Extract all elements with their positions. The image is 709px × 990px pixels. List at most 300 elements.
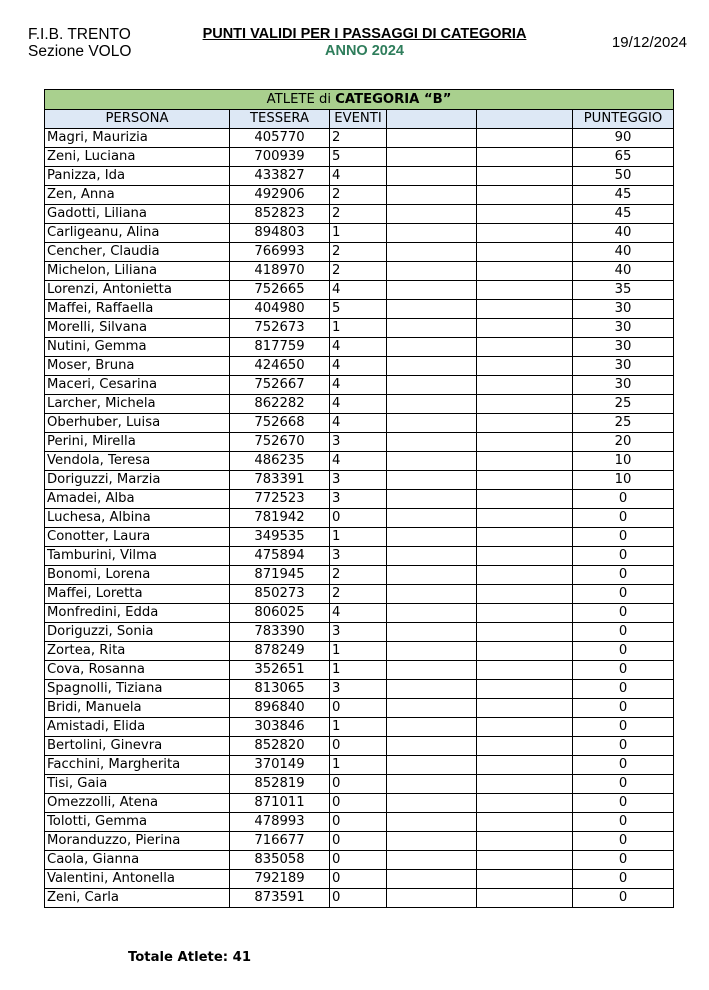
- cell-blank-1: [387, 585, 477, 604]
- cell-eventi: 2: [330, 186, 387, 205]
- cell-persona: Amistadi, Elida: [45, 718, 230, 737]
- table-row: [45, 851, 674, 870]
- cell-blank-2: [477, 661, 573, 680]
- cell-eventi: 2: [330, 243, 387, 262]
- cell-persona: Bridi, Manuela: [45, 699, 230, 718]
- cell-blank-1: [387, 661, 477, 680]
- cell-punteggio: 30: [573, 357, 674, 376]
- cell-tessera: 792189: [230, 870, 330, 889]
- cell-tessera: 852823: [230, 205, 330, 224]
- cell-blank-2: [477, 262, 573, 281]
- cell-persona: Michelon, Liliana: [45, 262, 230, 281]
- cell-blank-2: [477, 300, 573, 319]
- cell-tessera: 835058: [230, 851, 330, 870]
- cell-persona: Zeni, Luciana: [45, 148, 230, 167]
- cell-eventi: 4: [330, 167, 387, 186]
- cell-persona: Bonomi, Lorena: [45, 566, 230, 585]
- cell-persona: Perini, Mirella: [45, 433, 230, 452]
- cell-blank-2: [477, 775, 573, 794]
- cell-punteggio: 0: [573, 680, 674, 699]
- cell-blank-1: [387, 167, 477, 186]
- table-row: [45, 433, 674, 452]
- table-row: [45, 129, 674, 148]
- table-row: [45, 300, 674, 319]
- cell-persona: Facchini, Margherita: [45, 756, 230, 775]
- table-row: [45, 585, 674, 604]
- cell-blank-2: [477, 680, 573, 699]
- cell-punteggio: 0: [573, 490, 674, 509]
- cell-tessera: 766993: [230, 243, 330, 262]
- table-row: [45, 452, 674, 471]
- cell-blank-1: [387, 699, 477, 718]
- cell-blank-1: [387, 509, 477, 528]
- cell-blank-1: [387, 243, 477, 262]
- cell-eventi: 2: [330, 129, 387, 148]
- cell-blank-2: [477, 509, 573, 528]
- cell-blank-1: [387, 262, 477, 281]
- cell-tessera: 862282: [230, 395, 330, 414]
- cell-persona: Nutini, Gemma: [45, 338, 230, 357]
- table-row: [45, 832, 674, 851]
- cell-eventi: 1: [330, 224, 387, 243]
- cell-persona: Panizza, Ida: [45, 167, 230, 186]
- cell-eventi: 0: [330, 813, 387, 832]
- cell-eventi: 4: [330, 395, 387, 414]
- cell-eventi: 0: [330, 889, 387, 908]
- col-header-blank-1: [387, 110, 477, 129]
- table-row: [45, 775, 674, 794]
- cell-persona: Omezzolli, Atena: [45, 794, 230, 813]
- table-row: [45, 490, 674, 509]
- cell-blank-1: [387, 319, 477, 338]
- cell-punteggio: 10: [573, 452, 674, 471]
- cell-blank-1: [387, 471, 477, 490]
- cell-blank-1: [387, 737, 477, 756]
- cell-blank-2: [477, 851, 573, 870]
- cell-blank-1: [387, 832, 477, 851]
- cell-blank-2: [477, 281, 573, 300]
- table-row: [45, 319, 674, 338]
- total-value: 41: [232, 950, 252, 965]
- cell-punteggio: 30: [573, 376, 674, 395]
- cell-punteggio: 0: [573, 699, 674, 718]
- cell-tessera: 405770: [230, 129, 330, 148]
- cell-punteggio: 45: [573, 205, 674, 224]
- cell-blank-1: [387, 889, 477, 908]
- cell-tessera: 783391: [230, 471, 330, 490]
- cell-blank-2: [477, 167, 573, 186]
- cell-tessera: 349535: [230, 528, 330, 547]
- cell-punteggio: 45: [573, 186, 674, 205]
- cell-eventi: 5: [330, 148, 387, 167]
- cell-tessera: 752667: [230, 376, 330, 395]
- cell-eventi: 1: [330, 319, 387, 338]
- cell-tessera: 418970: [230, 262, 330, 281]
- cell-punteggio: 35: [573, 281, 674, 300]
- cell-eventi: 3: [330, 471, 387, 490]
- cell-blank-2: [477, 186, 573, 205]
- cell-blank-2: [477, 471, 573, 490]
- cell-punteggio: 20: [573, 433, 674, 452]
- cell-blank-2: [477, 357, 573, 376]
- cell-blank-2: [477, 756, 573, 775]
- cell-eventi: 3: [330, 433, 387, 452]
- cell-persona: Bertolini, Ginevra: [45, 737, 230, 756]
- cell-blank-1: [387, 623, 477, 642]
- cell-tessera: 352651: [230, 661, 330, 680]
- cell-punteggio: 25: [573, 414, 674, 433]
- table-row: [45, 471, 674, 490]
- table-row: [45, 794, 674, 813]
- cell-tessera: 852819: [230, 775, 330, 794]
- table-row: [45, 870, 674, 889]
- document-heading: [0, 26, 709, 60]
- cell-punteggio: 90: [573, 129, 674, 148]
- cell-tessera: 817759: [230, 338, 330, 357]
- table-row: [45, 148, 674, 167]
- cell-persona: Tamburini, Vilma: [45, 547, 230, 566]
- cell-punteggio: 40: [573, 243, 674, 262]
- cell-tessera: 878249: [230, 642, 330, 661]
- cell-punteggio: 50: [573, 167, 674, 186]
- cell-punteggio: 40: [573, 224, 674, 243]
- cell-blank-1: [387, 186, 477, 205]
- cell-blank-1: [387, 756, 477, 775]
- cell-blank-2: [477, 585, 573, 604]
- cell-punteggio: 0: [573, 528, 674, 547]
- cell-persona: Magri, Maurizia: [45, 129, 230, 148]
- cell-punteggio: 0: [573, 870, 674, 889]
- column-header-row: [45, 110, 674, 129]
- cell-blank-2: [477, 870, 573, 889]
- cell-persona: Carligeanu, Alina: [45, 224, 230, 243]
- document-date: 19/12/2024: [611, 34, 687, 51]
- cell-eventi: 0: [330, 699, 387, 718]
- cell-persona: Cova, Rosanna: [45, 661, 230, 680]
- table-body: [45, 129, 674, 908]
- cell-blank-2: [477, 490, 573, 509]
- cell-punteggio: 0: [573, 566, 674, 585]
- cell-blank-1: [387, 452, 477, 471]
- cell-eventi: 0: [330, 870, 387, 889]
- cell-tessera: 896840: [230, 699, 330, 718]
- cell-eventi: 4: [330, 414, 387, 433]
- cell-tessera: 850273: [230, 585, 330, 604]
- cell-blank-1: [387, 490, 477, 509]
- cell-blank-1: [387, 129, 477, 148]
- cell-tessera: 871945: [230, 566, 330, 585]
- table-row: [45, 718, 674, 737]
- cell-persona: Caola, Gianna: [45, 851, 230, 870]
- cell-punteggio: 0: [573, 661, 674, 680]
- cell-punteggio: 25: [573, 395, 674, 414]
- cell-punteggio: 30: [573, 300, 674, 319]
- cell-tessera: 894803: [230, 224, 330, 243]
- table-row: [45, 395, 674, 414]
- cell-tessera: 783390: [230, 623, 330, 642]
- cell-eventi: 3: [330, 547, 387, 566]
- cell-punteggio: 0: [573, 623, 674, 642]
- category-banner: [45, 90, 674, 110]
- cell-blank-1: [387, 376, 477, 395]
- cell-blank-1: [387, 395, 477, 414]
- cell-persona: Moranduzzo, Pierina: [45, 832, 230, 851]
- cell-eventi: 0: [330, 794, 387, 813]
- cell-tessera: 752670: [230, 433, 330, 452]
- cell-blank-2: [477, 243, 573, 262]
- table-row: [45, 224, 674, 243]
- cell-blank-1: [387, 794, 477, 813]
- table-row: [45, 604, 674, 623]
- table-row: [45, 737, 674, 756]
- cell-tessera: 806025: [230, 604, 330, 623]
- cell-blank-1: [387, 300, 477, 319]
- table-row: [45, 186, 674, 205]
- org-name: F.I.B. TRENTO: [28, 26, 131, 43]
- col-header-tessera: TESSERA: [230, 110, 330, 129]
- cell-tessera: 303846: [230, 718, 330, 737]
- banner-prefix: ATLETE di: [266, 91, 336, 107]
- cell-blank-1: [387, 870, 477, 889]
- cell-eventi: 0: [330, 737, 387, 756]
- cell-tessera: 871011: [230, 794, 330, 813]
- cell-eventi: 4: [330, 376, 387, 395]
- cell-punteggio: 0: [573, 756, 674, 775]
- category-banner-row: [45, 90, 674, 110]
- cell-persona: Maffei, Loretta: [45, 585, 230, 604]
- cell-punteggio: 0: [573, 509, 674, 528]
- cell-blank-2: [477, 148, 573, 167]
- col-header-persona: PERSONA: [45, 110, 230, 129]
- cell-blank-2: [477, 452, 573, 471]
- document-year: ANNO 2024: [325, 43, 404, 59]
- cell-persona: Amadei, Alba: [45, 490, 230, 509]
- cell-persona: Tisi, Gaia: [45, 775, 230, 794]
- cell-persona: Monfredini, Edda: [45, 604, 230, 623]
- table-row: [45, 642, 674, 661]
- table-row: [45, 414, 674, 433]
- cell-tessera: 752665: [230, 281, 330, 300]
- cell-blank-1: [387, 357, 477, 376]
- cell-punteggio: 0: [573, 585, 674, 604]
- cell-blank-2: [477, 376, 573, 395]
- cell-eventi: 0: [330, 851, 387, 870]
- cell-punteggio: 0: [573, 642, 674, 661]
- cell-persona: Valentini, Antonella: [45, 870, 230, 889]
- cell-tessera: 873591: [230, 889, 330, 908]
- cell-blank-2: [477, 604, 573, 623]
- cell-tessera: 492906: [230, 186, 330, 205]
- cell-blank-1: [387, 642, 477, 661]
- cell-blank-2: [477, 129, 573, 148]
- cell-eventi: 5: [330, 300, 387, 319]
- cell-eventi: 1: [330, 718, 387, 737]
- cell-punteggio: 30: [573, 338, 674, 357]
- cell-blank-2: [477, 794, 573, 813]
- cell-tessera: 370149: [230, 756, 330, 775]
- cell-tessera: 433827: [230, 167, 330, 186]
- cell-punteggio: 10: [573, 471, 674, 490]
- cell-blank-2: [477, 832, 573, 851]
- cell-eventi: 1: [330, 642, 387, 661]
- cell-punteggio: 0: [573, 851, 674, 870]
- cell-persona: Morelli, Silvana: [45, 319, 230, 338]
- table-row: [45, 889, 674, 908]
- table-row: [45, 243, 674, 262]
- cell-punteggio: 0: [573, 604, 674, 623]
- cell-tessera: 478993: [230, 813, 330, 832]
- cell-tessera: 772523: [230, 490, 330, 509]
- cell-persona: Moser, Bruna: [45, 357, 230, 376]
- cell-tessera: 424650: [230, 357, 330, 376]
- cell-persona: Cencher, Claudia: [45, 243, 230, 262]
- cell-blank-2: [477, 433, 573, 452]
- cell-persona: Doriguzzi, Marzia: [45, 471, 230, 490]
- cell-persona: Vendola, Teresa: [45, 452, 230, 471]
- cell-blank-2: [477, 547, 573, 566]
- table-row: [45, 167, 674, 186]
- table-row: [45, 680, 674, 699]
- cell-blank-1: [387, 281, 477, 300]
- document-title: PUNTI VALIDI PER I PASSAGGI DI CATEGORIA: [202, 26, 527, 42]
- cell-eventi: 4: [330, 604, 387, 623]
- cell-persona: Oberhuber, Luisa: [45, 414, 230, 433]
- cell-persona: Gadotti, Liliana: [45, 205, 230, 224]
- cell-blank-2: [477, 414, 573, 433]
- col-header-blank-2: [477, 110, 573, 129]
- cell-punteggio: 65: [573, 148, 674, 167]
- cell-persona: Lorenzi, Antonietta: [45, 281, 230, 300]
- cell-blank-2: [477, 338, 573, 357]
- cell-tessera: 700939: [230, 148, 330, 167]
- cell-eventi: 4: [330, 338, 387, 357]
- cell-persona: Tolotti, Gemma: [45, 813, 230, 832]
- cell-punteggio: 0: [573, 889, 674, 908]
- cell-eventi: 3: [330, 680, 387, 699]
- cell-punteggio: 0: [573, 718, 674, 737]
- table-row: [45, 281, 674, 300]
- cell-blank-2: [477, 319, 573, 338]
- cell-persona: Zeni, Carla: [45, 889, 230, 908]
- cell-blank-2: [477, 566, 573, 585]
- table-row: [45, 813, 674, 832]
- cell-persona: Doriguzzi, Sonia: [45, 623, 230, 642]
- cell-blank-2: [477, 224, 573, 243]
- total-label: Totale Atlete:: [128, 950, 233, 965]
- cell-persona: Spagnolli, Tiziana: [45, 680, 230, 699]
- cell-eventi: 4: [330, 452, 387, 471]
- cell-blank-1: [387, 718, 477, 737]
- cell-blank-1: [387, 205, 477, 224]
- cell-blank-1: [387, 547, 477, 566]
- cell-blank-1: [387, 414, 477, 433]
- cell-blank-2: [477, 718, 573, 737]
- cell-eventi: 0: [330, 775, 387, 794]
- cell-blank-2: [477, 642, 573, 661]
- cell-persona: Zortea, Rita: [45, 642, 230, 661]
- cell-eventi: 1: [330, 756, 387, 775]
- col-header-punteggio: PUNTEGGIO: [573, 110, 674, 129]
- cell-eventi: 2: [330, 566, 387, 585]
- cell-tessera: 486235: [230, 452, 330, 471]
- cell-persona: Maceri, Cesarina: [45, 376, 230, 395]
- cell-eventi: 2: [330, 205, 387, 224]
- cell-tessera: 475894: [230, 547, 330, 566]
- cell-punteggio: 30: [573, 319, 674, 338]
- cell-blank-2: [477, 699, 573, 718]
- cell-punteggio: 0: [573, 775, 674, 794]
- cell-punteggio: 0: [573, 794, 674, 813]
- cell-eventi: 1: [330, 528, 387, 547]
- cell-tessera: 852820: [230, 737, 330, 756]
- section-name: Sezione VOLO: [28, 43, 132, 60]
- cell-blank-1: [387, 566, 477, 585]
- cell-eventi: 3: [330, 623, 387, 642]
- table-row: [45, 509, 674, 528]
- cell-blank-1: [387, 148, 477, 167]
- cell-blank-2: [477, 813, 573, 832]
- table-row: [45, 357, 674, 376]
- cell-tessera: 716677: [230, 832, 330, 851]
- cell-tessera: 404980: [230, 300, 330, 319]
- cell-blank-1: [387, 680, 477, 699]
- cell-tessera: 813065: [230, 680, 330, 699]
- cell-eventi: 4: [330, 281, 387, 300]
- cell-punteggio: 0: [573, 737, 674, 756]
- cell-blank-2: [477, 528, 573, 547]
- cell-blank-1: [387, 433, 477, 452]
- cell-punteggio: 40: [573, 262, 674, 281]
- table-row: [45, 205, 674, 224]
- cell-blank-2: [477, 889, 573, 908]
- cell-persona: Maffei, Raffaella: [45, 300, 230, 319]
- cell-blank-1: [387, 528, 477, 547]
- table-row: [45, 661, 674, 680]
- cell-punteggio: 0: [573, 832, 674, 851]
- cell-tessera: 752673: [230, 319, 330, 338]
- cell-blank-1: [387, 604, 477, 623]
- cell-eventi: 2: [330, 585, 387, 604]
- cell-blank-1: [387, 813, 477, 832]
- cell-persona: Luchesa, Albina: [45, 509, 230, 528]
- table-row: [45, 756, 674, 775]
- cell-eventi: 2: [330, 262, 387, 281]
- athletes-table: [44, 89, 674, 908]
- table-row: [45, 376, 674, 395]
- cell-punteggio: 0: [573, 813, 674, 832]
- cell-blank-1: [387, 338, 477, 357]
- cell-eventi: 1: [330, 661, 387, 680]
- cell-blank-2: [477, 395, 573, 414]
- cell-persona: Larcher, Michela: [45, 395, 230, 414]
- cell-eventi: 0: [330, 509, 387, 528]
- cell-eventi: 4: [330, 357, 387, 376]
- table-row: [45, 338, 674, 357]
- cell-tessera: 752668: [230, 414, 330, 433]
- cell-punteggio: 0: [573, 547, 674, 566]
- table-row: [45, 547, 674, 566]
- table-row: [45, 262, 674, 281]
- cell-persona: Zen, Anna: [45, 186, 230, 205]
- cell-blank-2: [477, 623, 573, 642]
- cell-eventi: 0: [330, 832, 387, 851]
- table-row: [45, 566, 674, 585]
- cell-blank-1: [387, 224, 477, 243]
- total-athletes: [128, 950, 251, 965]
- cell-blank-1: [387, 851, 477, 870]
- table-row: [45, 623, 674, 642]
- table-row: [45, 528, 674, 547]
